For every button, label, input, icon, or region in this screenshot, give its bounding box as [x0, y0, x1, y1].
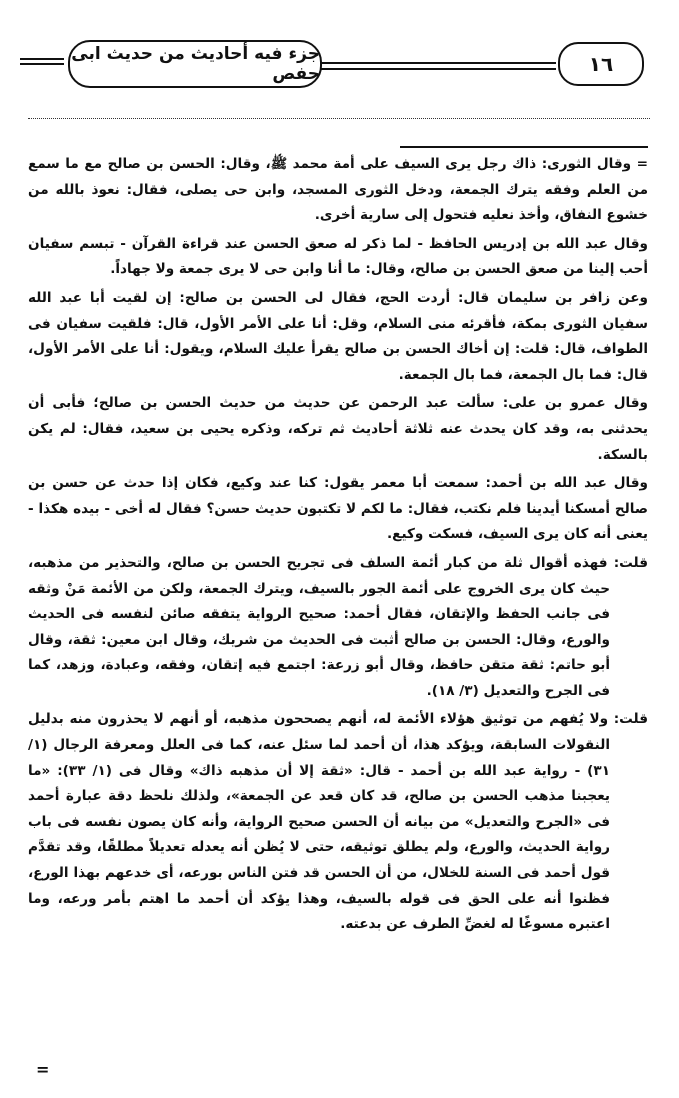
running-title-text: جزء فيه أحاديث من حديث ابى حفص [71, 44, 320, 84]
paragraph-amr-ibn-ali: وقال عمرو بن على: سألت عبد الرحمن عن حديث من حديث الحسن بن صالح؛ فأبى أن يحدثنى به، وقد كان يحدث عنه ثلاثة أحاديث ثم تركه، وذكره يحيى بن سعيد، فقال: لم يكن بالسكة. [28, 395, 648, 463]
page-number [558, 42, 644, 86]
paragraph-qultu-1: قلت: فهذه أقوال ثلة من كبار أئمة السلف فى تجريح الحسن بن صالح، والتحذير من مذهبه، حيث كان يرى الخروج على أئمة الجور بالسيف، ويترك الجمعة، ولكن من الأئمة مَنْ وثقه فى جانب الحفظ والإتقان، فقال أحمد: صحيح الرواية يتفقه صائن لنفسه فى الحديث والورع، وقال: الحسن بن صالح أثبت فى الحديث من شريك، وقال ابن معين: ثقة، وقال أبو حاتم: ثقة متقن حافظ، وقال أبو زرعة: اجتمع فيه إتقان، وفقه، وعبادة، وزهد، كما فى الجرح والتعديل (٣/ ١٨). [28, 554, 648, 699]
continuation-marker: = [36, 1060, 50, 1079]
page-number-text: ١٦ [588, 52, 614, 76]
page-header [20, 40, 658, 92]
paragraph-abdullah-ibn-ahmad: وقال عبد الله بن أحمد: سمعت أبا معمر يقول: كنا عند وكيع، فكان إذا حدث عن حسن بن صالح أمسكنا أيدينا فلم نكتب، فقال: ما لكم لا تكتبون حديث حسن؟ فقال له أخى - بيده هكذا - يعنى أنه كان يرى السيف، فسكت وكيع. [28, 475, 648, 543]
footnote-separator [400, 146, 648, 148]
paragraph-ibn-idris: وقال عبد الله بن إدريس الحافظ - لما ذكر له صعق الحسن عند قراءة القرآن - تبسم سفيان أحب إلينا من صعق الحسن بن صالح، وقال: ما أنا وابن حى لا يرى جمعة ولا جهاداً. [28, 235, 648, 278]
header-rule-middle-2 [320, 68, 556, 70]
running-title [68, 40, 322, 88]
paragraph-thawri: = وقال الثورى: ذاك رجل يرى السيف على أمة محمد ﷺ، وقال: الحسن بن صالح مع ما سمع من العلم وفقه يترك الجمعة، ودخل الثورى المسجد، وابن حى يصلى، فقال: نعوذ بالله من خشوع النفاق، وأخذ نعليه فتحول إلى سارية أخرى. [28, 156, 648, 224]
header-rule-middle [320, 62, 556, 64]
paragraph-zafir: وعن زافر بن سليمان قال: أردت الحج، فقال لى الحسن بن صالح: إن لقيت أبا عبد الله سفيان الثورى بمكة، فأقرئه منى السلام، وقل: أنا على الأمر الأول، قال: فلقيت سفيان فى الطواف، قال: قلت: إن أخاك الحسن بن صالح يقرأ عليك السلام، ويقول: أنا على الأمر الأول، قال: فما بال الجمعة، فما بال الجمعة. [28, 289, 648, 383]
header-dotted-separator [28, 118, 650, 119]
footnote-body [28, 152, 648, 941]
header-rule-left [20, 58, 64, 65]
paragraph-qultu-2: قلت: ولا يُفهم من توثيق هؤلاء الأئمة له، أنهم يصححون مذهبه، أو أنهم لا يحذرون منه بدليل النقولات السابقة، ويؤكد هذا، أن أحمد لما سئل عنه، كما فى العلل ومعرفة الرجال (١/ ٣١) - رواية عبد الله بن أحمد - قال: «ثقة إلا أن مذهبه ذاك» وقال فى (١/ ٣٣): «ما يعجبنا مذهب الحسن بن صالح، قد كان قعد عن الجمعة»، ولذلك نلحظ دقة عبارة أحمد فى «الجرح والتعديل» من بيانه أن الحسن صحيح الرواية، وأنه كان يصون نفسه فى باب رواية الحديث، والورع، ولم يطلق توثيقه، حتى لا يُظن أنه يعدله تعديلاً مطلقًا، وقد تقدَّم قول أحمد فى السنة للخلال، من أن الحسن قد فتن الناس بورعه، أى خدعهم بهذا الورع، فظنوا أنه على الحق فى قوله بالسيف، وهذا يؤكد أن أحمد ما اهتم بأمر ورعه، وما اعتبره مسوغًا له لغضِّ الطرف عن بدعته. [28, 711, 648, 933]
